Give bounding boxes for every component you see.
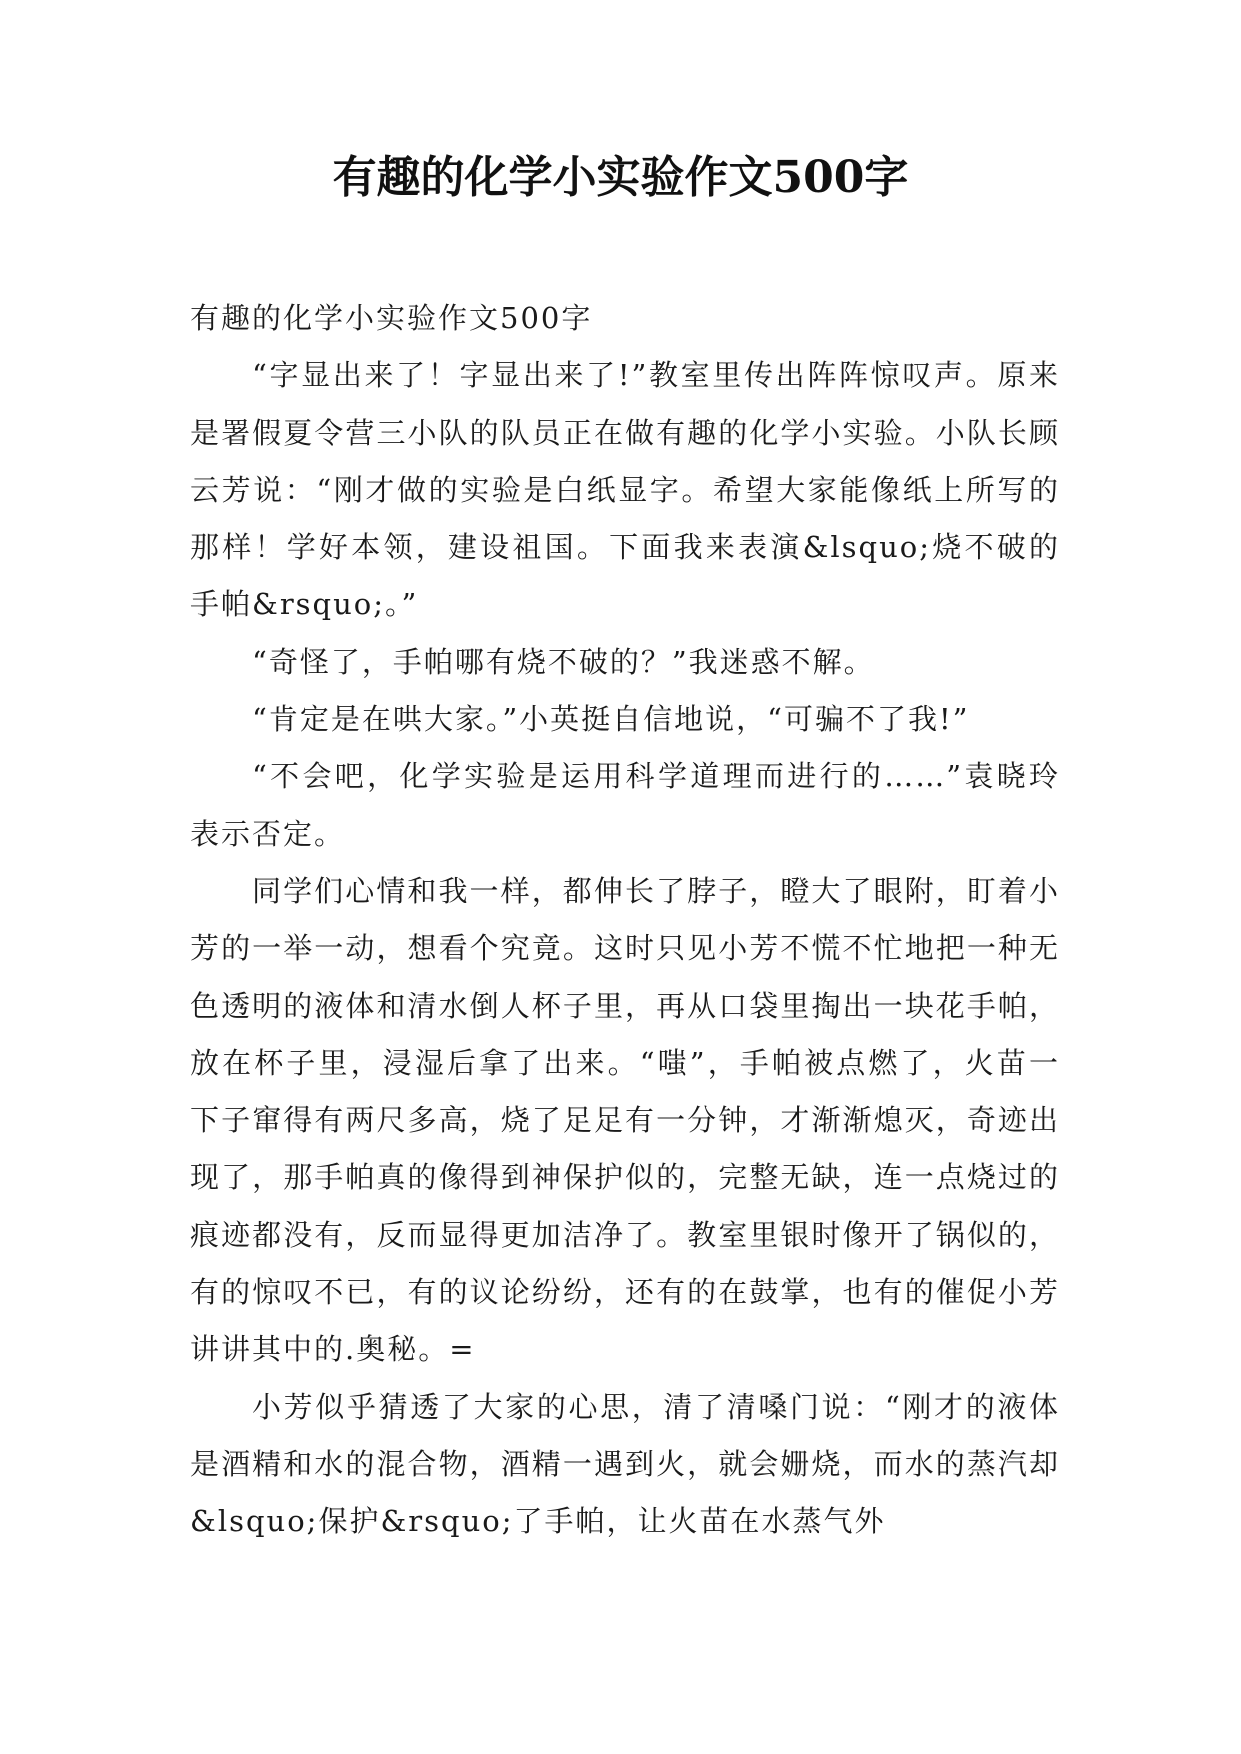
- document-body: [190, 290, 1060, 1551]
- paragraph-3: “肯定是在哄大家。”小英挺自信地说，“可骗不了我!”: [252, 702, 970, 737]
- paragraph-4: “不会吧，化学实验是运用科学道理而进行的……”袁晓玲表示否定。: [190, 759, 1060, 851]
- paragraph-1: “字显出来了！字显出来了!”教室里传出阵阵惊叹声。原来是署假夏令营三小队的队员正在做有趣的化学小实验。小队长顾云芳说：“刚才做的实验是白纸显字。希望大家能像纸上所写的那样！学好本领，建设祖国。下面我来表演&lsquo;烧不破的手帕&rsquo;。”: [190, 358, 1060, 622]
- paragraph-2: “奇怪了，手帕哪有烧不破的？”我迷惑不解。: [252, 644, 875, 679]
- paragraph-6: 小芳似乎猜透了大家的心思，清了清嗓门说：“刚才的液体是酒精和水的混合物，酒精一遇到火，就会姗烧，而水的蒸汽却&lsquo;保护&rsquo;了手帕，让火苗在水蒸气外: [190, 1389, 1060, 1539]
- paragraph-5: 同学们心情和我一样，都伸长了脖子，瞪大了眼附，盯着小芳的一举一动，想看个究竟。这时只见小芳不慌不忙地把一种无色透明的液体和清水倒人杯子里，再从口袋里掏出一块花手帕，放在杯子里，浸湿后拿了出来。“嗤”，手帕被点燃了，火苗一下子窜得有两尺多高，烧了足足有一分钟，才渐渐熄灭，奇迹出现了，那手帕真的像得到神保护似的，完整无缺，连一点烧过的痕迹都没有，反而显得更加洁净了。教室里银时像开了锅似的，有的惊叹不已，有的议论纷纷，还有的在鼓掌，也有的催促小芳讲讲其中的.奥秘。=: [190, 873, 1060, 1367]
- document-title: 有趣的化学小实验作文500字: [332, 152, 909, 203]
- document-subtitle: 有趣的化学小实验作文500字: [190, 301, 593, 335]
